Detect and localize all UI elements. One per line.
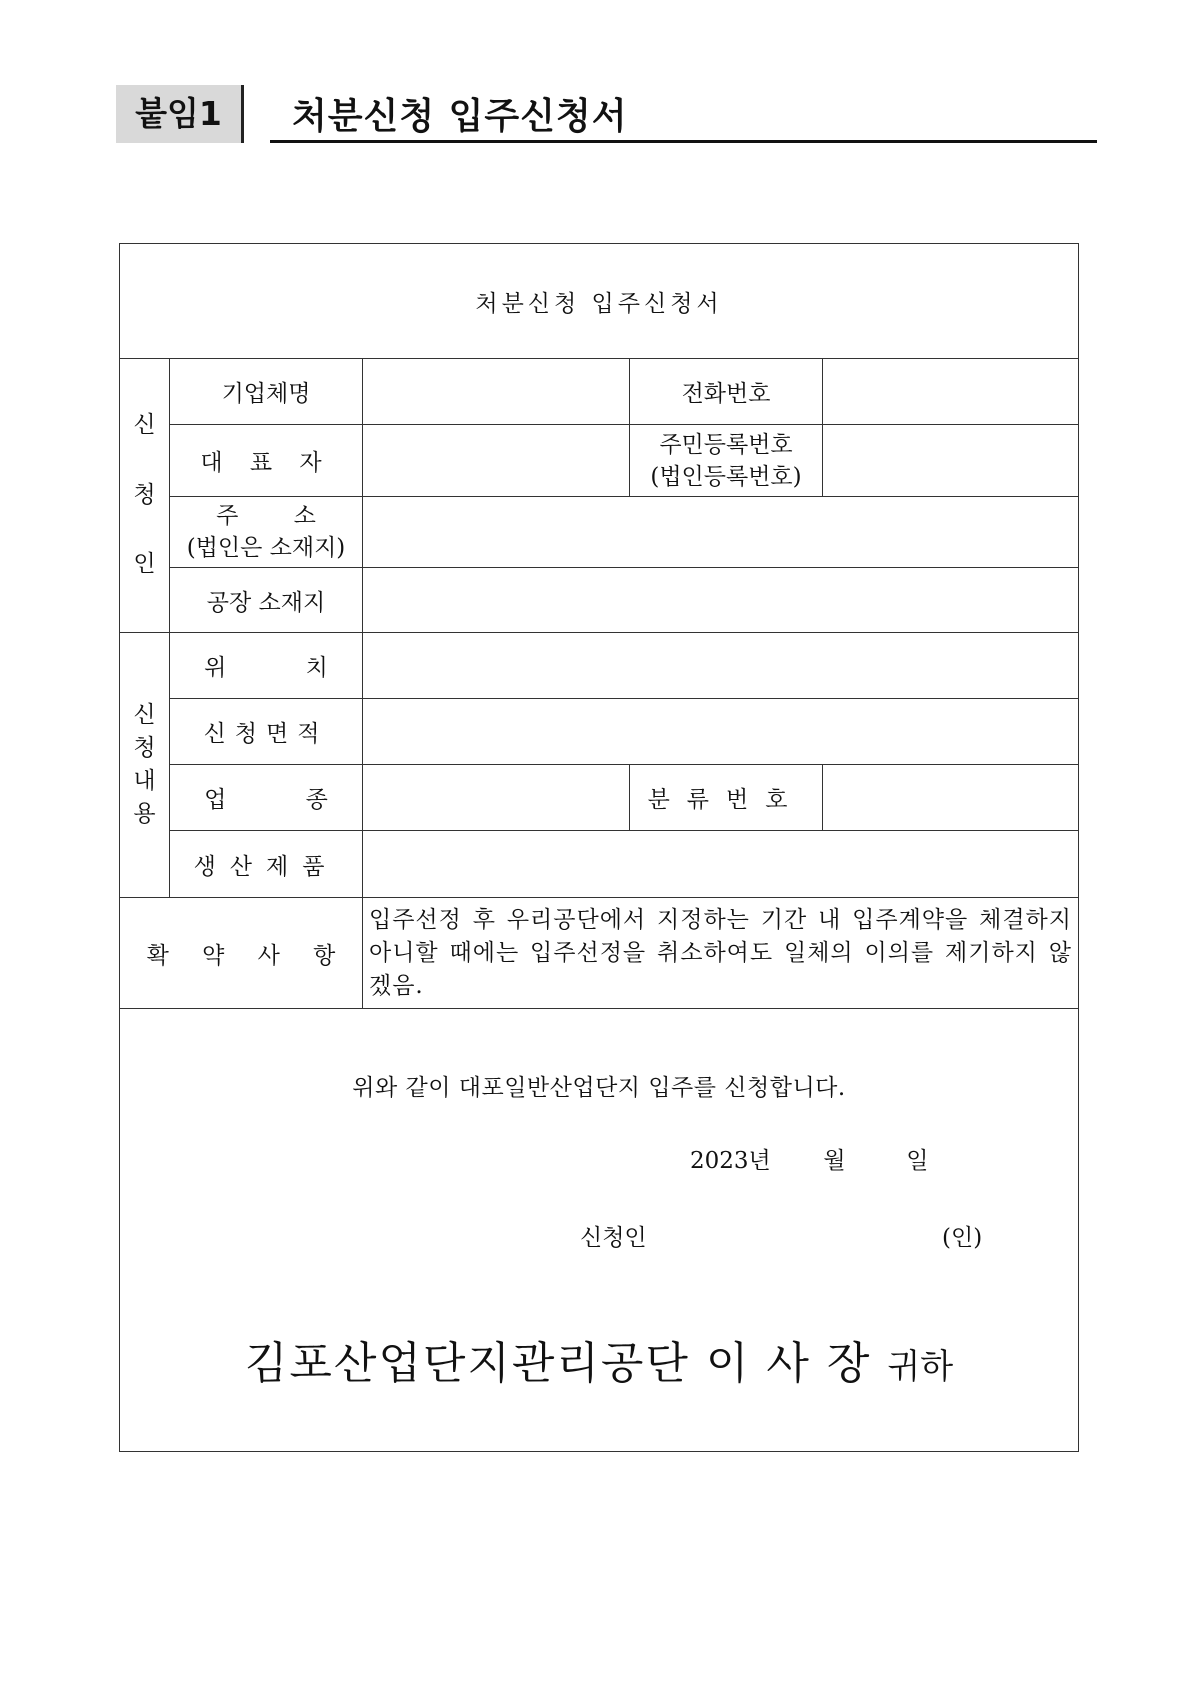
date-month: 월: [823, 1148, 846, 1174]
representative-field[interactable]: [363, 425, 630, 497]
declaration-area: [120, 1009, 1079, 1452]
section-char: 인: [133, 551, 156, 578]
classification-field[interactable]: [823, 765, 1079, 831]
resident-no-field[interactable]: [823, 425, 1079, 497]
address-label-line2: (법인은 소재지): [186, 535, 346, 561]
address-label-line1: 주 소: [216, 503, 316, 529]
seal-label: (인): [942, 1225, 983, 1251]
pledge-text: 입주선정 후 우리공단에서 지정하는 기간 내 입주계약을 체결하지 아니할 때에는 입주선정을 취소하여도 일체의 이의를 제기하지 않겠음.: [363, 898, 1079, 1009]
section-char: 신: [133, 702, 156, 728]
date-year: 2023년: [690, 1148, 771, 1174]
recipient-suffix: 귀하: [887, 1347, 954, 1387]
attachment-tag: 붙임1: [116, 85, 244, 143]
resident-no-label-line2: (법인등록번호): [650, 463, 802, 490]
phone-label: 전화번호: [630, 359, 823, 425]
industry-field[interactable]: [363, 765, 630, 831]
section-char: 신: [133, 412, 156, 439]
pledge-label: 확 약 사 항: [120, 898, 363, 1009]
company-name-field[interactable]: [363, 359, 630, 425]
products-field[interactable]: [363, 831, 1079, 898]
applicant-section-label: [120, 359, 170, 633]
products-label: 생산제품: [170, 831, 363, 898]
area-field[interactable]: [363, 699, 1079, 765]
factory-location-field[interactable]: [363, 568, 1079, 633]
section-char: 청: [133, 735, 156, 761]
application-form: [119, 243, 1079, 1452]
address-label: [170, 497, 363, 568]
factory-location-label: 공장 소재지: [170, 568, 363, 633]
request-section-label: [120, 633, 170, 898]
representative-label: 대 표 자: [170, 425, 363, 497]
location-field[interactable]: [363, 633, 1079, 699]
applicant-sign-label: 신청인: [580, 1225, 647, 1251]
company-name-label: 기업체명: [170, 359, 363, 425]
section-char: 청: [133, 481, 156, 508]
classification-label: 분류번호: [630, 765, 823, 831]
industry-label: 업 종: [170, 765, 363, 831]
address-field[interactable]: [363, 497, 1079, 568]
phone-field[interactable]: [823, 359, 1079, 425]
location-label: 위 치: [170, 633, 363, 699]
date-day: 일: [906, 1148, 929, 1174]
section-char: 용: [133, 801, 156, 827]
section-char: 내: [133, 768, 156, 794]
page-title: 처분신청 입주신청서: [292, 96, 628, 137]
recipient-name: 김포산업단지관리공단 이 사 장: [244, 1338, 872, 1389]
declaration-text: 위와 같이 대포일반산업단지 입주를 신청합니다.: [352, 1075, 846, 1101]
resident-no-label: [630, 425, 823, 497]
date-line: [690, 1142, 928, 1175]
resident-no-label-line1: 주민등록번호: [659, 431, 793, 458]
form-title: 처분신청 입주신청서: [120, 244, 1079, 359]
recipient: [120, 1327, 1078, 1391]
title-underline: [270, 140, 1097, 143]
area-label: 신청면적: [170, 699, 363, 765]
